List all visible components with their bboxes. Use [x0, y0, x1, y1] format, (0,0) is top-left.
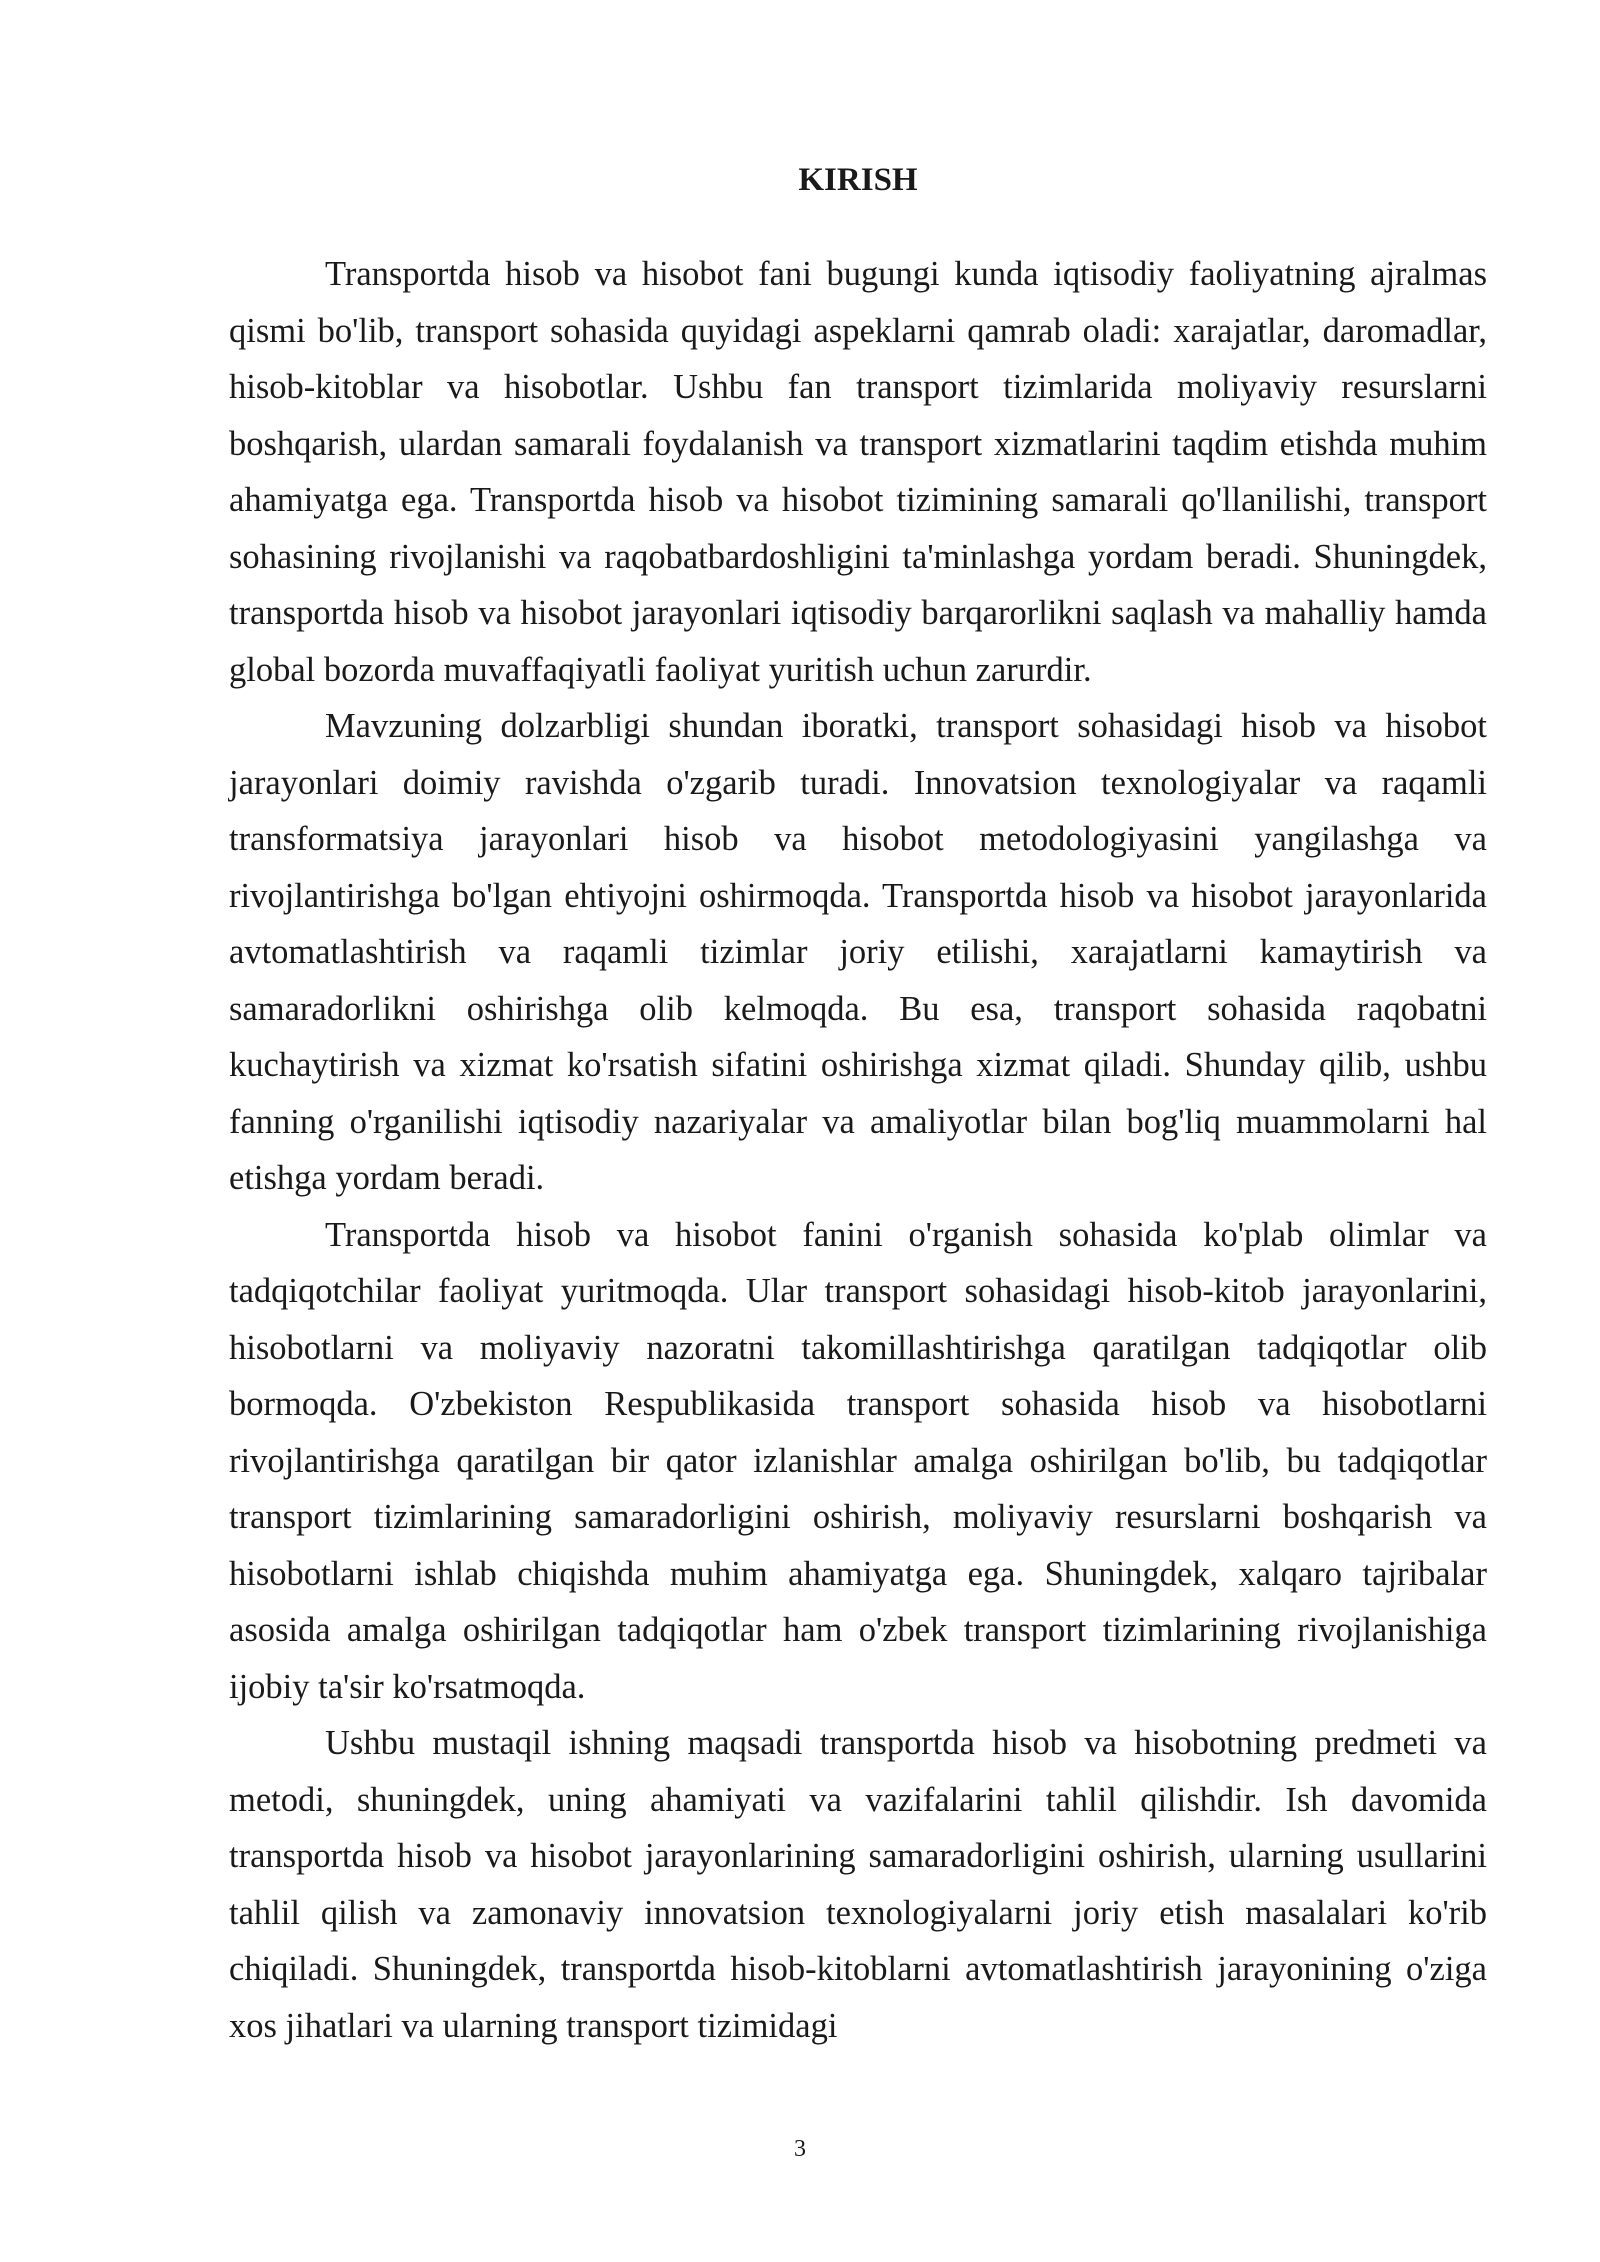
paragraph-research: Transportda hisob va hisobot fanini o'rganish sohasida ko'plab olimlar va tadqiqotchilar faoliyat yuritmoqda. Ular transport sohasidagi hisob-kitob jarayonlarini, hisobotlarni va moliyaviy nazoratni takomillashtirishga qaratilgan tadqiqotlar olib bormoqda. O'zbekiston Respublikasida transport sohasida hisob va hisobotlarni rivojlantirishga qaratilgan bir qator izlanishlar amalga oshirilgan bo'lib, bu tadqiqotlar transport tizimlarining samaradorligini oshirish, moliyaviy resurslarni boshqarish va hisobotlarni ishlab chiqishda muhim ahamiyatga ega. Shuningdek, xalqaro tajribalar asosida amalga oshirilgan tadqiqotlar ham o'zbek transport tizimlarining rivojlanishiga ijobiy ta'sir ko'rsatmoqda.: [229, 1215, 1487, 1706]
paragraph-relevance: Mavzuning dolzarbligi shundan iboratki, transport sohasidagi hisob va hisobot jarayonlari doimiy ravishda o'zgarib turadi. Innovatsion texnologiyalar va raqamli transformatsiya jarayonlari hisob va hisobot metodologiyasini yangilashga va rivojlantirishga bo'lgan ehtiyojni oshirmoqda. Transportda hisob va hisobot jarayonlarida avtomatlashtirish va raqamli tizimlar joriy etilishi, xarajatlarni kamaytirish va samaradorlikni oshirishga olib kelmoqda. Bu esa, transport sohasida raqobatni kuchaytirish va xizmat ko'rsatish sifatini oshirishga xizmat qiladi. Shunday qilib, ushbu fanning o'rganilishi iqtisodiy nazariyalar va amaliyotlar bilan bog'liq muammolarni hal etishga yordam beradi.: [229, 707, 1487, 1197]
page-number: 3: [794, 2136, 806, 2162]
paragraph-goal: Ushbu mustaqil ishning maqsadi transportda hisob va hisobotning predmeti va metodi, shuningdek, uning ahamiyati va vazifalarini tahlil qilishdir. Ish davomida transportda hisob va hisobot jarayonlarining samaradorligini oshirish, ularning usullarini tahlil qilish va zamonaviy innovatsion texnologiyalarni joriy etish masalalari ko'rib chiqiladi. Shuningdek, transportda hisob-kitoblarni avtomatlashtirish jarayonining o'ziga xos jihatlari va ularning transport tizimidagi: [229, 1724, 1487, 2045]
paragraph-intro: Transportda hisob va hisobot fani bugungi kunda iqtisodiy faoliyatning ajralmas qismi bo'lib, transport sohasida quyidagi aspeklarni qamrab oladi: xarajatlar, daromadlar, hisob-kitoblar va hisobotlar. Ushbu fan transport tizimlarida moliyaviy resurslarni boshqarish, ulardan samarali foydalanish va transport xizmatlarini taqdim etishda muhim ahamiyatga ega. Transportda hisob va hisobot tizimining samarali qo'llanilishi, transport sohasining rivojlanishi va raqobatbardoshligini ta'minlashga yordam beradi. Shuningdek, transportda hisob va hisobot jarayonlari iqtisodiy barqarorlikni saqlash va mahalliy hamda global bozorda muvaffaqiyatli faoliyat yuritish uchun zarurdir.: [229, 255, 1487, 689]
section-title: KIRISH: [798, 162, 918, 198]
document-page: [229, 160, 1487, 2054]
